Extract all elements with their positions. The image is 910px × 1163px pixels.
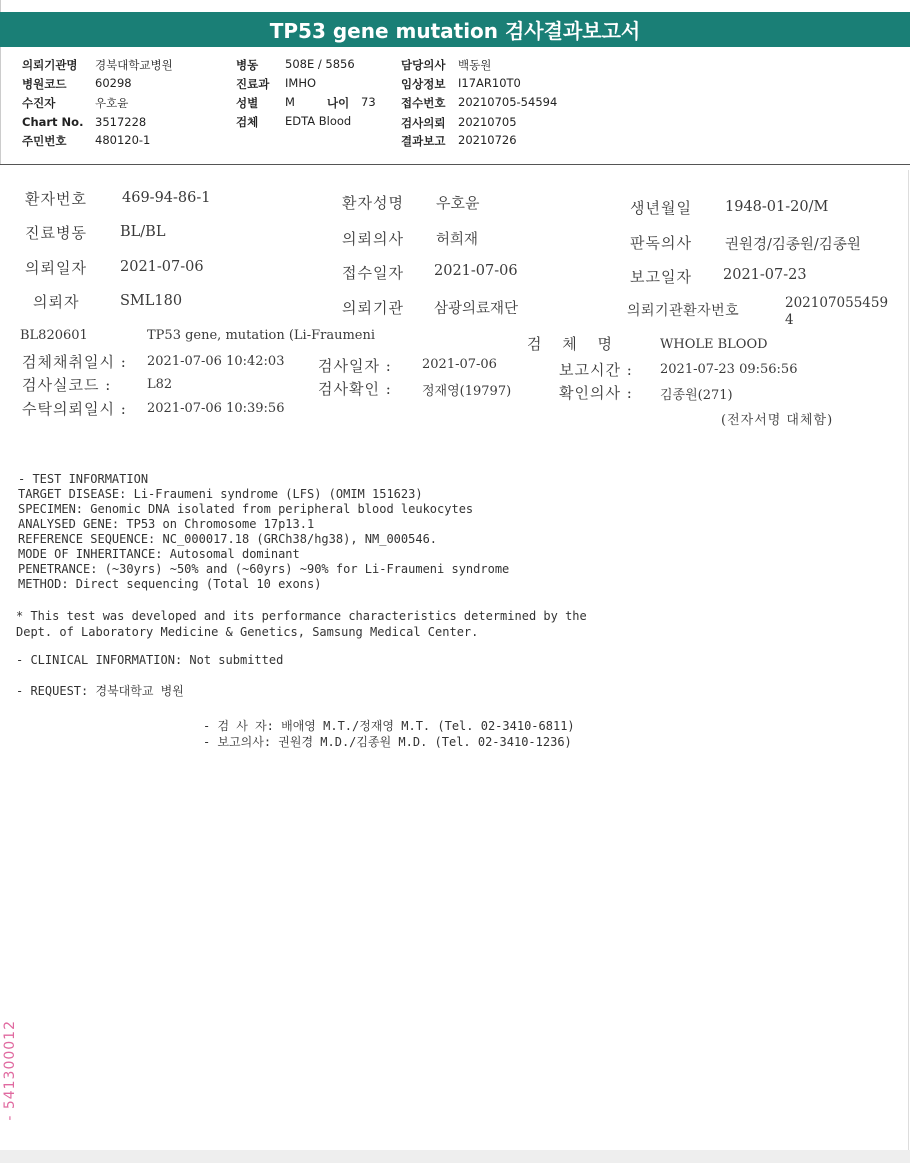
header-key: 병동: [236, 58, 259, 72]
header-value: I17AR10T0: [458, 76, 521, 90]
esign-note: (전자서명 대체함): [721, 413, 834, 428]
report-line: TARGET DISEASE: Li-Fraumeni syndrome (LFS) (OMIM 151623): [18, 487, 423, 501]
value-doctor: 허희재: [436, 232, 479, 248]
value-patient-no: 469-94-86-1: [122, 190, 211, 206]
header-value: EDTA Blood: [285, 114, 352, 128]
label-institution: 의뢰기관: [342, 299, 404, 317]
header-key: 결과보고: [401, 134, 446, 148]
header-divider: [0, 164, 910, 165]
header-value: 20210705: [458, 115, 517, 129]
label-lab-code: 검사실코드 :: [22, 376, 112, 394]
label-request-date: 의뢰일자: [25, 259, 87, 277]
label-test-date: 검사일자 :: [318, 357, 392, 375]
label-report-time: 보고시간 :: [559, 361, 633, 379]
staff-line: - 보고의사: 권원경 M.D./김종원 M.D. (Tel. 02-3410-1236): [203, 735, 572, 749]
header-key: 임상정보: [401, 77, 446, 91]
value-reader: 권원경/김종원/김종원: [725, 237, 861, 253]
staff-line: - 검 사 자: 배애영 M.T./정재영 M.T. (Tel. 02-3410-6811): [203, 719, 575, 733]
value-specimen: WHOLE BLOOD: [660, 337, 768, 352]
header-key: 진료과: [236, 77, 270, 91]
header-info: [0, 0, 910, 160]
report-line: SPECIMEN: Genomic DNA isolated from peripheral blood leukocytes: [18, 502, 474, 516]
value-dob: 1948-01-20/M: [725, 199, 829, 215]
report-line: - TEST INFORMATION: [18, 472, 149, 486]
note-line: * This test was developed and its performance characteristics determined by the: [16, 609, 587, 623]
label-patient-no: 환자번호: [25, 190, 87, 208]
side-document-number: - 541300012: [2, 1020, 18, 1121]
header-key: 수진자: [22, 96, 56, 110]
label-confirm: 검사확인 :: [318, 380, 392, 398]
header-key: 성별: [236, 96, 259, 110]
header-key: 검사의뢰: [401, 116, 446, 130]
clinical-information: - CLINICAL INFORMATION: Not submitted: [16, 653, 284, 667]
header-key: 병원코드: [22, 77, 67, 91]
value-request-date: 2021-07-06: [120, 259, 204, 275]
value-lab-code: L82: [147, 377, 173, 392]
header-key: 검체: [236, 115, 259, 129]
label-confirm-doc: 확인의사 :: [559, 384, 633, 402]
label-doctor: 의뢰의사: [342, 230, 404, 248]
value-inst-patient-no-cont: 4: [785, 312, 794, 328]
value-inst-patient-no: 202107055459: [785, 295, 889, 311]
label-dob: 생년월일: [630, 199, 692, 217]
value-test-date: 2021-07-06: [422, 357, 497, 372]
report-line: PENETRANCE: (~30yrs) ~50% and (~60yrs) ~90% for Li-Fraumeni syndrome: [18, 562, 510, 576]
report-line: METHOD: Direct sequencing (Total 10 exons): [18, 577, 322, 591]
value-report-date: 2021-07-23: [723, 267, 807, 283]
header-key: 담당의사: [401, 58, 446, 72]
header-value: 508E / 5856: [285, 57, 355, 71]
bottom-margin: [0, 1150, 910, 1163]
value-collect: 2021-07-06 10:42:03: [147, 354, 285, 369]
report-line: MODE OF INHERITANCE: Autosomal dominant: [18, 547, 300, 561]
value-ward: BL/BL: [120, 224, 166, 240]
label-outsource: 수탁의뢰일시 :: [22, 400, 127, 418]
test-name: TP53 gene, mutation (Li-Fraumeni: [147, 328, 375, 343]
header-value: 480120-1: [95, 133, 151, 147]
value-requester: SML180: [120, 293, 183, 309]
value-receipt-date: 2021-07-06: [434, 263, 518, 279]
value-institution: 삼광의료재단: [434, 301, 519, 317]
header-value: 60298: [95, 76, 132, 90]
header-value: 20210726: [458, 133, 517, 147]
value-report-time: 2021-07-23 09:56:56: [660, 362, 798, 377]
header-value: 우호윤: [95, 96, 129, 110]
right-border: [908, 170, 909, 1160]
report-line: REFERENCE SEQUENCE: NC_000017.18 (GRCh38/hg38), NM_000546.: [18, 532, 438, 546]
value-patient-name: 우호윤: [436, 194, 480, 212]
header-value: 20210705-54594: [458, 95, 558, 109]
note-line: Dept. of Laboratory Medicine & Genetics, Samsung Medical Center.: [16, 625, 479, 639]
value-outsource: 2021-07-06 10:39:56: [147, 401, 285, 416]
test-code: BL820601: [20, 328, 88, 343]
header-value: 경북대학교병원: [95, 58, 173, 72]
report-line: ANALYSED GENE: TP53 on Chromosome 17p13.1: [18, 517, 315, 531]
label-report-date: 보고일자: [630, 268, 692, 286]
header-key: 주민번호: [22, 134, 67, 148]
header-key: Chart No.: [22, 115, 84, 129]
value-confirm: 정재영(19797): [422, 384, 512, 399]
value-confirm-doc: 김종원(271): [660, 388, 733, 403]
label-reader: 판독의사: [630, 234, 692, 252]
label-receipt-date: 접수일자: [342, 264, 404, 282]
report-title: TP53 gene mutation 검사결과보고서: [0, 12, 910, 47]
label-requester: 의뢰자: [33, 293, 80, 311]
label-specimen: 검 체 명: [527, 335, 621, 353]
label-collect: 검체채취일시 :: [22, 353, 127, 371]
header-key: 의뢰기관명: [22, 58, 78, 72]
header-value: 73: [361, 95, 376, 109]
header-value: M: [285, 95, 295, 109]
header-key: 접수번호: [401, 96, 446, 110]
header-value: 3517228: [95, 115, 147, 129]
label-patient-name: 환자성명: [342, 194, 404, 212]
label-ward: 진료병동: [25, 224, 87, 242]
request-line: - REQUEST: 경북대학교 병원: [16, 684, 184, 698]
header-key: 나이: [327, 96, 350, 110]
header-value: IMHO: [285, 76, 317, 90]
header-value: 백동원: [458, 58, 492, 72]
label-inst-patient-no: 의뢰기관환자번호: [627, 303, 740, 319]
